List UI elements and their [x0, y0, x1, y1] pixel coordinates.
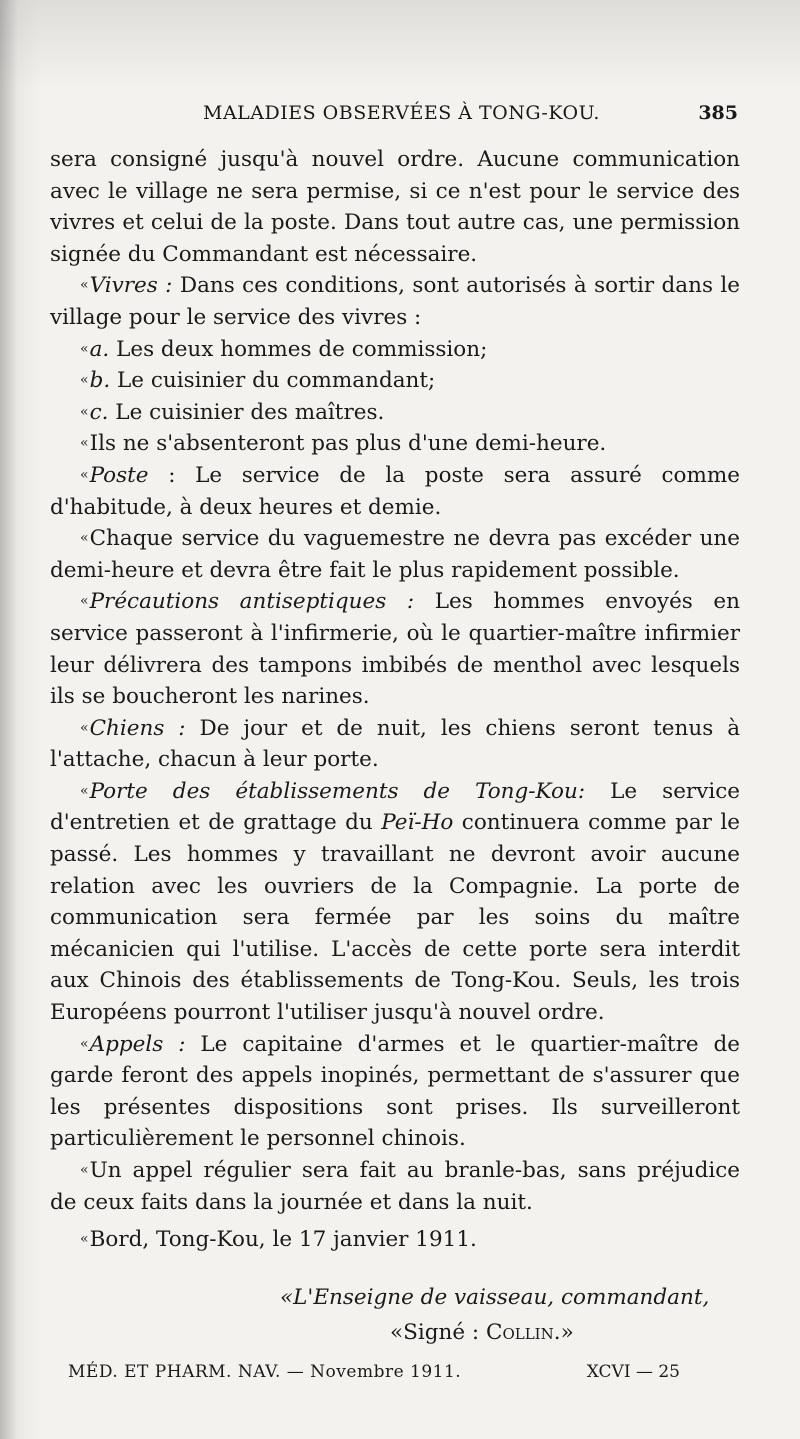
section-label: Appels :	[89, 1031, 186, 1057]
quote-mark: «	[80, 277, 89, 294]
section-label: Précautions antiseptiques :	[89, 589, 415, 615]
section-label: Chiens :	[89, 715, 186, 741]
section-label: Poste	[89, 462, 149, 488]
signature-name: «Signé : Collin.»	[390, 1320, 574, 1345]
running-header	[48, 102, 738, 132]
paragraph-appels: «Appels : Le capitaine d'armes et le quartier-maître de garde feront des appels inopinés, permettant de s'assurer que les présentes dispositions sont prises. Ils surveilleront particulièrement le personnel chinois.	[50, 1031, 740, 1152]
list-item: «a. Les deux hommes de commission;	[80, 336, 488, 362]
footer-journal: MÉD. ET PHARM. NAV. — Novembre 1911.	[68, 1362, 462, 1382]
page-footer	[68, 1362, 680, 1392]
page-number: 385	[698, 102, 738, 124]
signature-title: «L'Enseigne de vaisseau, commandant,	[280, 1285, 710, 1310]
paragraph-precautions: «Précautions antiseptiques : Les hommes envoyés en service passeront à l'infirmerie, où le quartier-maître infirmier leur délivrera des tampons imbibés de menthol avec lesquels ils se boucheront les narines.	[50, 589, 740, 710]
section-label: Porte des établissements de Tong-Kou:	[89, 778, 586, 804]
paragraph: «Ils ne s'absenteront pas plus d'une demi-heure.	[80, 431, 607, 457]
paragraph: sera consigné jusqu'à nouvel ordre. Aucune communication avec le village ne sera permise, si ce n'est pour le service des vivres et celui de la poste. Dans tout autre cas, une permission signée du Commandant est nécessaire.	[50, 147, 740, 267]
body-text	[50, 144, 740, 1256]
footer-signature-mark: XCVI — 25	[586, 1362, 680, 1382]
paragraph-porte: «Porte des établissements de Tong-Kou: Le service d'entretien et de grattage du Peï-Ho continuera comme par le passé. Les hommes y travaillant ne devront avoir aucune relation avec les ouvriers de la Compagnie. La porte de communication sera fermée par les soins du maître mécanicien qui l'utilise. L'accès de cette porte sera interdit aux Chinois des établissements de Tong-Kou. Seuls, les trois Européens pourront l'utiliser jusqu'à nouvel ordre.	[50, 778, 741, 1026]
paragraph-vivres: «Vivres : Dans ces conditions, sont autorisés à sortir dans le village pour le service des vivres :	[50, 273, 740, 330]
paragraph-poste: «Poste : Le service de la poste sera assuré comme d'habitude, à deux heures et demie.	[50, 462, 740, 520]
section-label: Vivres :	[89, 273, 173, 299]
list-item: «c. Le cuisinier des maîtres.	[80, 399, 385, 425]
paragraph: «Chaque service du vaguemestre ne devra pas excéder une demi-heure et devra être fait le plus rapidement possible.	[50, 526, 740, 583]
running-title: MALADIES OBSERVÉES À TONG-KOU.	[203, 102, 600, 124]
dateline: «Bord, Tong-Kou, le 17 janvier 1911.	[80, 1227, 477, 1253]
paragraph-chiens: «Chiens : De jour et de nuit, les chiens seront tenus à l'attache, chacun à leur porte.	[50, 715, 741, 773]
list-item: «b. Le cuisinier du commandant;	[80, 368, 436, 394]
paragraph: «Un appel régulier sera fait au branle-bas, sans préjudice de ceux faits dans la journée et dans la nuit.	[50, 1158, 740, 1215]
